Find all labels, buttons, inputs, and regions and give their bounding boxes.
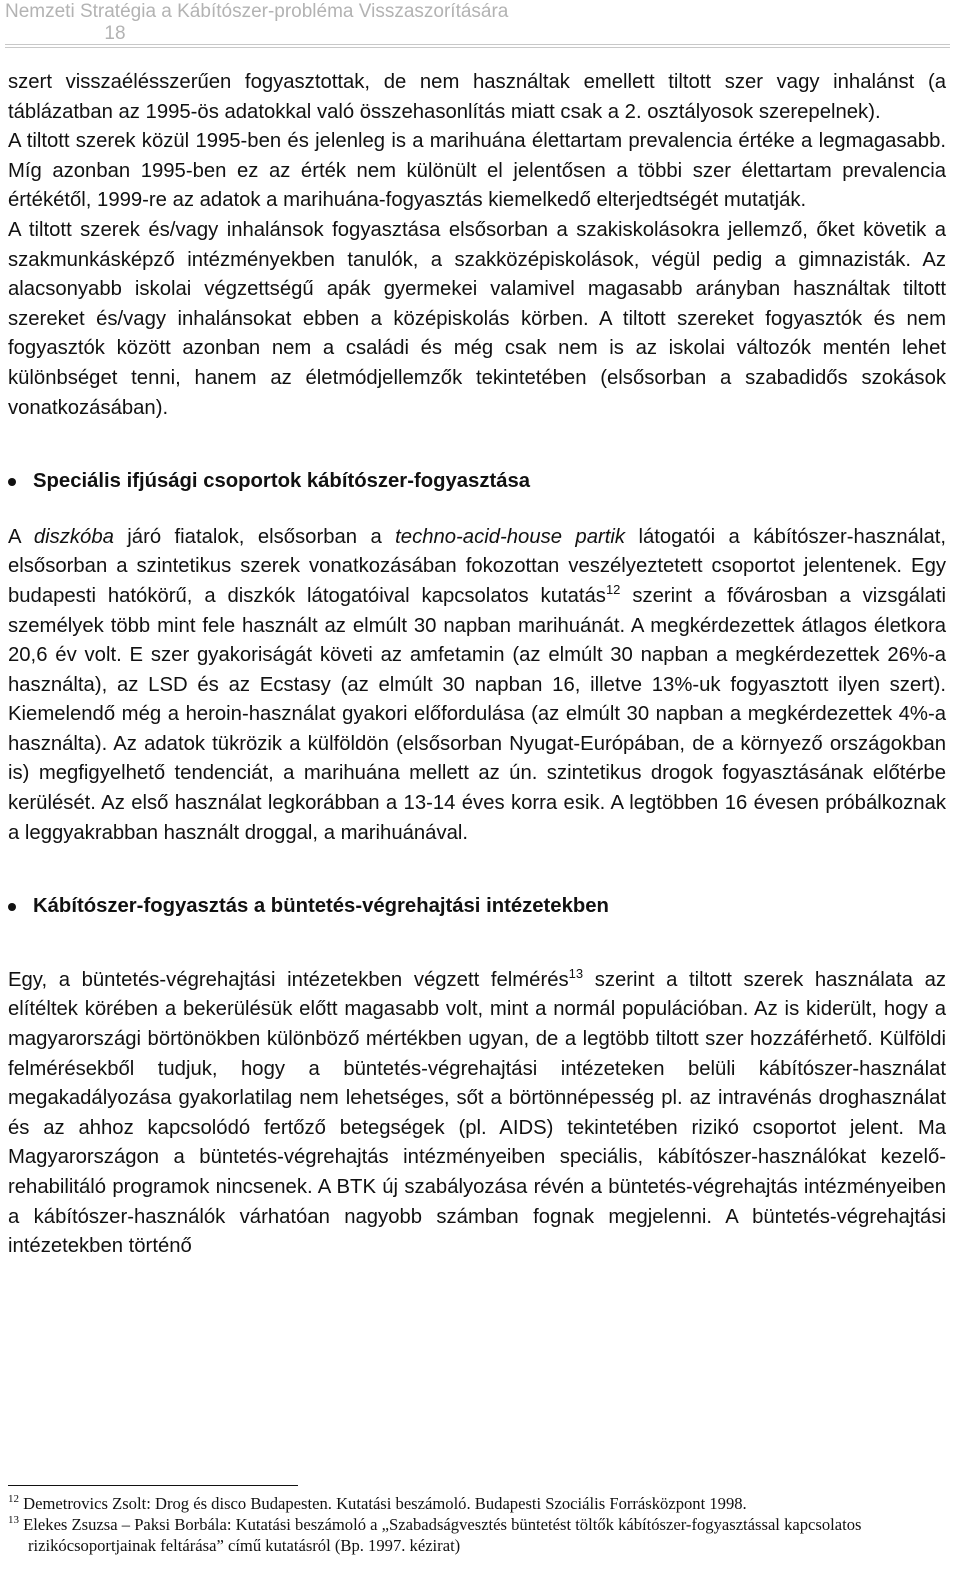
footnote-number: 13 bbox=[8, 1514, 19, 1526]
text-run: szerint a fővárosban a vizsgálati személyek több mint fele használt az elmúlt 30 napban marihuánát. A megkérdezettek átlagos életkora 20,6 év volt. E szer gyakoriságát követi az amfetamin (az elmúlt 30 napban a megkérdezettek 26%-a használta), az LSD és az Ecstasy (az elmúlt 30 napban 16, illetve 13%-uk fogyasztott ilyen szert). Kiemelendő még a heroin-használat gyakori előfordulása (az elmúlt 30 napban a megkérdezettek 4%-a használta). Az adatok tükrözik a külföldön (elsősorban Nyugat-Európában, de a környező országokban is) megfigyelhető tendenciát, a marihuána mellett az ún. szintetikus drogok fogyasztásának előtérbe kerülését. Az első használat legkorábban a 13-14 éves korra esik. A legtöbben 16 évesen próbálkoznak a leggyakrabban használt droggal, a marihuánával. bbox=[8, 584, 946, 844]
header-rule bbox=[5, 44, 950, 48]
bullet-icon bbox=[8, 903, 16, 911]
paragraph-continued: szert visszaélésszerűen fogyasztottak, de nem használtak emellett tiltott szer vagy inhalánst (a táblázatban az 1995-ös adatokkal való összehasonlítás miatt csak a 2. osztályosok szerepelnek). bbox=[8, 71, 946, 123]
section-heading-youth-groups bbox=[8, 467, 946, 497]
bullet-icon bbox=[8, 478, 16, 486]
italic-term: diszkóba bbox=[33, 525, 114, 548]
section-heading-prisons bbox=[8, 892, 946, 922]
body-content bbox=[8, 68, 946, 1262]
header-title: Nemzeti Stratégia a Kábítószer-probléma Visszaszorítására bbox=[5, 1, 509, 22]
text-run: Egy, a büntetés-végrehajtási intézetekben végzett felmérés bbox=[8, 968, 569, 991]
text-run: járó fiatalok, elsősorban a bbox=[113, 525, 396, 548]
footnote-number: 12 bbox=[8, 1493, 19, 1505]
text-run: szerint a tiltott szerek használata az elítéltek körében a bekerülésük előtt magasabb volt, mint a normál populációban. Az is kiderült, hogy a magyarországi börtönökben különböző mértékben ugyan, de a legtöbb tiltott szer hozzáférhető. Külföldi felmérésekből tudjuk, hogy a büntetés-végrehajtási intézeteken belüli kábítószer-használat megakadályozása gyakorlatilag nem lehetséges, sőt a börtönnépesség pl. az intravénás droghasználat és az ahhoz kapcsolódó fertőző betegségek (pl. AIDS) tekintetében rizikó csoportot jelent. Ma Magyarországon a büntetés-végrehajtás intézményeiben speciális, kábítószer-használókat kezelő-rehabilitáló programok nincsenek. A BTK új szabályozása révén a büntetés-végrehajtás intézményeiben a kábítószer-használók várhatóan nagyobb számban fognak megjelenni. A büntetés-végrehajtási intézetekben történő bbox=[8, 968, 946, 1258]
footnote-separator bbox=[8, 1485, 298, 1486]
text-run: A bbox=[8, 525, 34, 548]
footnotes bbox=[8, 1493, 946, 1556]
section-heading-text: Speciális ifjúsági csoportok kábítószer-fogyasztása bbox=[33, 470, 531, 493]
page-number: 18 bbox=[104, 23, 126, 44]
text-run: látogatói a kábítószer-használat, elsősorban a szintetikus szerek vonatkozásában fokozottan veszélyeztetett csoportot jelentenek. Egy budapesti hatókörű, a diszkók látogatóival kapcsolatos kutatás bbox=[8, 525, 946, 607]
section-heading-text: Kábítószer-fogyasztás a büntetés-végrehajtási intézetekben bbox=[33, 895, 609, 918]
paragraph-marijuana-prevalence: A tiltott szerek közül 1995-ben és jelenleg is a marihuána élettartam prevalencia értéke a legmagasabb. Míg azonban 1995-ben ez az érték nem különült el jelentősen a többi szer élettartam prevalencia értékétől, 1999-re az adatok a marihuána-fogyasztás kiemelkedő elterjedtségét mutatják. bbox=[8, 130, 946, 212]
footnote-ref[interactable]: 12 bbox=[605, 581, 621, 597]
paragraph-school-types: A tiltott szerek és/vagy inhalánsok fogyasztása elsősorban a szakiskolásokra jellemző, őket követik a szakmunkásképző intézményekben tanulók, a szakközépiskolások, végül pedig a gimnazisták. Az alacsonyabb iskolai végzettségű apák gyermekei valamivel magasabb arányban használtak tiltott szereket és/vagy inhalánsokat ebben a középiskolás körben. A tiltott szereket fogyasztók és nem fogyasztók között azonban nem a családi és még csak nem is az iskolai változók mentén lehet különbséget tenni, hanem az életmódjellemzők tekintetében (elsősorban a szabadidős szokások vonatkozásában). bbox=[8, 218, 946, 419]
footnote-text: Elekes Zsuzsa – Paksi Borbála: Kutatási beszámoló a „Szabadságvesztés büntetést töltők kábítószer-fogyasztással kapcsolatos rizikócsoportjainak feltárása” című kutatásról (Bp. 1997. kézirat) bbox=[23, 1515, 862, 1555]
footnote-ref[interactable]: 13 bbox=[568, 965, 584, 981]
paragraph-prison-survey bbox=[8, 966, 946, 1262]
running-header bbox=[5, 0, 950, 50]
footnote-13 bbox=[8, 1514, 946, 1556]
footnote-text: Demetrovics Zsolt: Drog és disco Budapesten. Kutatási beszámoló. Budapesti Szociális Forrásközpont 1998. bbox=[23, 1494, 747, 1513]
italic-term: techno-acid-house partik bbox=[395, 525, 626, 548]
footnote-12 bbox=[8, 1493, 946, 1514]
paragraph-disco-youth bbox=[8, 523, 946, 849]
